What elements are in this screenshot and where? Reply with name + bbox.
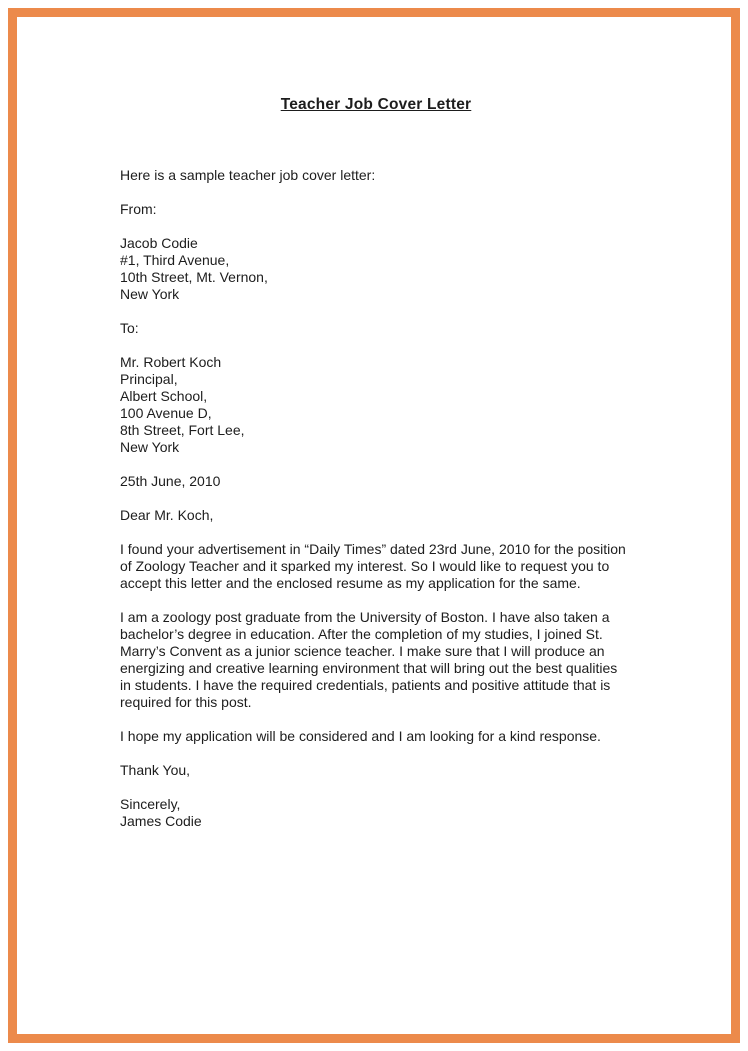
body-paragraph: I am a zoology post graduate from the University of Boston. I have also taken a bachelor’s degree in education. After the completion of my studies, I joined St. Marry’s Convent as a junior science teacher. I make sure that I will produce an energizing and creative learning environment that will bring out the best qualities in students. I have the required credentials, patients and positive attitude that is required for this post.	[120, 609, 618, 710]
salutation	[120, 507, 632, 524]
from-address-line: 10th Street, Mt. Vernon,	[120, 269, 268, 285]
from-address-line: New York	[120, 286, 180, 302]
from-address	[120, 235, 632, 303]
signoff	[120, 796, 632, 830]
intro-text: Here is a sample teacher job cover letter:	[120, 167, 376, 183]
thank-you-line	[120, 762, 632, 779]
letter-date-text: 25th June, 2010	[120, 473, 221, 489]
signoff-line: James Codie	[120, 813, 202, 829]
from-label	[120, 201, 632, 218]
to-label-text: To:	[120, 320, 139, 336]
from-label-text: From:	[120, 201, 157, 217]
to-address-line: Principal,	[120, 371, 178, 387]
from-address-line: Jacob Codie	[120, 235, 198, 251]
to-address	[120, 354, 632, 456]
letter-date	[120, 473, 632, 490]
to-address-line: 100 Avenue D,	[120, 405, 212, 421]
from-address-line: #1, Third Avenue,	[120, 252, 230, 268]
to-address-line: Albert School,	[120, 388, 208, 404]
signoff-line: Sincerely,	[120, 796, 181, 812]
to-address-line: 8th Street, Fort Lee,	[120, 422, 245, 438]
body-paragraph: I hope my application will be considered and I am looking for a kind response.	[120, 728, 601, 744]
to-label	[120, 320, 632, 337]
salutation-text: Dear Mr. Koch,	[120, 507, 214, 523]
to-address-line: New York	[120, 439, 180, 455]
body-paragraph: I found your advertisement in “Daily Times” dated 23rd June, 2010 for the position of Zoology Teacher and it sparked my interest. So I would like to request you to accept this letter and the enclosed resume as my application for the same.	[120, 541, 626, 591]
to-address-line: Mr. Robert Koch	[120, 354, 222, 370]
thank-you-text: Thank You,	[120, 762, 191, 778]
intro-line	[120, 167, 632, 184]
page-title: Teacher Job Cover Letter	[280, 96, 472, 113]
